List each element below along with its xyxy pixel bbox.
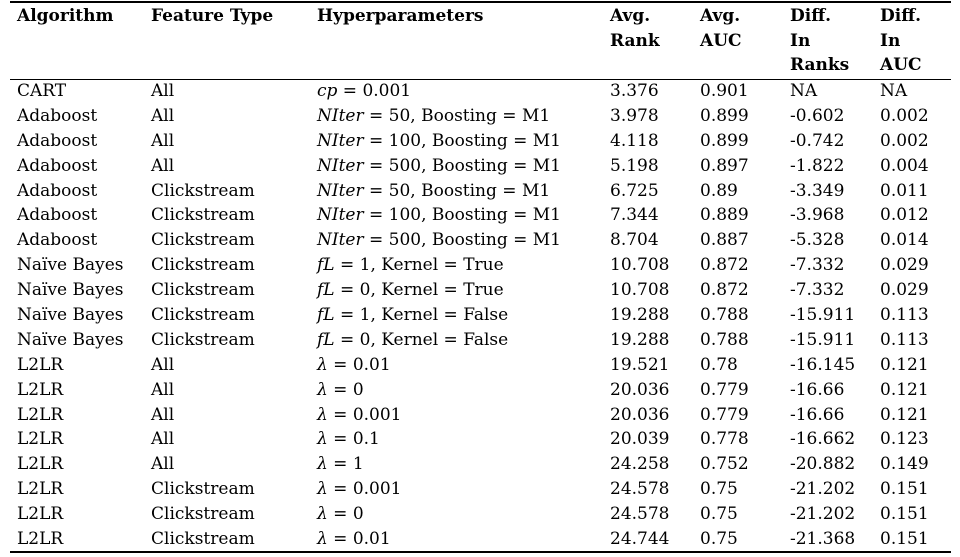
- cell-avg-rank: 5.198: [610, 155, 659, 176]
- cell-algorithm: L2LR: [17, 529, 64, 550]
- hyperparameter-variable: λ: [317, 354, 328, 375]
- hyperparameter-value: = 1: [327, 454, 364, 475]
- hyperparameter-value: = 0.001: [327, 479, 402, 500]
- cell-avg-auc: 0.899: [700, 130, 749, 151]
- table-bottom-rule: [10, 551, 951, 553]
- cell-avg-auc: 0.779: [700, 379, 749, 400]
- cell-diff-in-ranks: -7.332: [790, 255, 845, 276]
- cell-avg-rank: 24.744: [610, 529, 670, 550]
- cell-avg-rank: 8.704: [610, 230, 659, 251]
- cell-diff-in-ranks: -21.202: [790, 504, 856, 525]
- hyperparameter-value: = 0: [327, 379, 364, 400]
- table-row: [0, 203, 960, 228]
- table-row: [0, 502, 960, 527]
- cell-feature-type: All: [151, 354, 175, 375]
- hyperparameter-value: = 500, Boosting = M1: [363, 230, 561, 251]
- table-row: [0, 228, 960, 253]
- cell-hyperparameters: [317, 155, 561, 177]
- header-feature-type: Feature Type: [151, 6, 274, 26]
- cell-avg-auc: 0.901: [700, 81, 749, 101]
- cell-avg-rank: 24.258: [610, 454, 670, 475]
- cell-avg-auc: 0.75: [700, 529, 738, 550]
- hyperparameter-value: = 0, Kernel = False: [334, 329, 509, 350]
- cell-hyperparameters: [317, 204, 561, 226]
- cell-feature-type: Clickstream: [151, 329, 255, 350]
- cell-diff-in-auc: 0.029: [880, 255, 929, 276]
- table-row: [0, 427, 960, 452]
- hyperparameter-variable: NIter: [317, 205, 364, 226]
- cell-avg-rank: 4.118: [610, 130, 659, 151]
- header-hyperparameters: Hyperparameters: [317, 6, 484, 26]
- cell-avg-auc: 0.778: [700, 429, 749, 450]
- cell-feature-type: Clickstream: [151, 205, 255, 226]
- cell-feature-type: All: [151, 81, 175, 101]
- cell-diff-in-auc: 0.113: [880, 329, 929, 350]
- cell-algorithm: L2LR: [17, 504, 64, 525]
- cell-diff-in-auc: NA: [880, 81, 908, 101]
- cell-feature-type: All: [151, 454, 175, 475]
- cell-avg-auc: 0.779: [700, 404, 749, 425]
- cell-feature-type: All: [151, 105, 175, 126]
- cell-algorithm: Naïve Bayes: [17, 329, 124, 350]
- cell-diff-in-auc: 0.029: [880, 280, 929, 301]
- table-row: [0, 278, 960, 303]
- cell-hyperparameters: [317, 329, 508, 351]
- table-row: [0, 328, 960, 353]
- hyperparameter-variable: NIter: [317, 105, 364, 126]
- hyperparameter-variable: λ: [317, 479, 328, 500]
- cell-feature-type: Clickstream: [151, 280, 255, 301]
- cell-algorithm: L2LR: [17, 429, 64, 450]
- cell-avg-auc: 0.872: [700, 280, 749, 301]
- cell-avg-auc: 0.752: [700, 454, 749, 475]
- cell-diff-in-auc: 0.123: [880, 429, 929, 450]
- cell-feature-type: All: [151, 429, 175, 450]
- cell-feature-type: All: [151, 404, 175, 425]
- hyperparameter-variable: λ: [317, 379, 328, 400]
- cell-hyperparameters: [317, 404, 402, 426]
- cell-avg-auc: 0.872: [700, 255, 749, 276]
- cell-diff-in-ranks: -15.911: [790, 329, 856, 350]
- cell-avg-auc: 0.89: [700, 180, 738, 201]
- hyperparameter-value: = 0.001: [327, 404, 402, 425]
- cell-algorithm: Naïve Bayes: [17, 280, 124, 301]
- table-row: [0, 154, 960, 179]
- table-top-rule: [10, 1, 951, 3]
- cell-diff-in-ranks: -21.368: [790, 529, 856, 550]
- cell-feature-type: Clickstream: [151, 504, 255, 525]
- cell-feature-type: Clickstream: [151, 230, 255, 251]
- hyperparameter-variable: fL: [317, 255, 335, 276]
- cell-algorithm: Adaboost: [17, 130, 98, 151]
- cell-avg-rank: 3.978: [610, 105, 659, 126]
- cell-algorithm: CART: [17, 81, 67, 101]
- cell-diff-in-ranks: -3.349: [790, 180, 845, 201]
- cell-avg-auc: 0.887: [700, 230, 749, 251]
- cell-avg-rank: 20.036: [610, 404, 670, 425]
- cell-algorithm: Naïve Bayes: [17, 255, 124, 276]
- cell-hyperparameters: [317, 80, 411, 102]
- cell-avg-rank: 20.039: [610, 429, 670, 450]
- header-avg-auc: Avg. AUC: [700, 6, 742, 51]
- cell-avg-auc: 0.788: [700, 305, 749, 326]
- table-row: [0, 452, 960, 477]
- header-diff-in-auc: Diff. In AUC: [880, 6, 922, 75]
- header-avg-rank: Avg. Rank: [610, 6, 660, 51]
- hyperparameter-variable: fL: [317, 329, 335, 350]
- cell-avg-rank: 19.288: [610, 305, 670, 326]
- cell-diff-in-auc: 0.151: [880, 504, 929, 525]
- cell-diff-in-auc: 0.121: [880, 354, 929, 375]
- hyperparameter-variable: λ: [317, 429, 328, 450]
- cell-diff-in-auc: 0.121: [880, 404, 929, 425]
- cell-feature-type: Clickstream: [151, 479, 255, 500]
- hyperparameter-variable: fL: [317, 305, 335, 326]
- cell-avg-rank: 10.708: [610, 280, 670, 301]
- cell-diff-in-ranks: -20.882: [790, 454, 856, 475]
- cell-avg-auc: 0.788: [700, 329, 749, 350]
- cell-feature-type: All: [151, 155, 175, 176]
- hyperparameter-variable: NIter: [317, 180, 364, 201]
- cell-algorithm: L2LR: [17, 454, 64, 475]
- cell-feature-type: All: [151, 379, 175, 400]
- cell-algorithm: Adaboost: [17, 180, 98, 201]
- cell-avg-rank: 10.708: [610, 255, 670, 276]
- cell-avg-rank: 20.036: [610, 379, 670, 400]
- cell-feature-type: Clickstream: [151, 305, 255, 326]
- cell-diff-in-ranks: -16.66: [790, 404, 845, 425]
- cell-diff-in-ranks: -16.66: [790, 379, 845, 400]
- cell-diff-in-auc: 0.149: [880, 454, 929, 475]
- table-header: [0, 4, 960, 78]
- cell-feature-type: Clickstream: [151, 529, 255, 550]
- cell-avg-auc: 0.75: [700, 479, 738, 500]
- cell-hyperparameters: [317, 354, 391, 376]
- table-row: [0, 179, 960, 204]
- cell-avg-auc: 0.889: [700, 205, 749, 226]
- cell-diff-in-auc: 0.012: [880, 205, 929, 226]
- table-row: [0, 104, 960, 129]
- cell-diff-in-auc: 0.151: [880, 479, 929, 500]
- cell-avg-rank: 6.725: [610, 180, 659, 201]
- cell-algorithm: L2LR: [17, 354, 64, 375]
- cell-hyperparameters: [317, 304, 508, 326]
- hyperparameter-value: = 0.1: [327, 429, 380, 450]
- cell-hyperparameters: [317, 279, 504, 301]
- hyperparameter-value: = 100, Boosting = M1: [363, 205, 561, 226]
- cell-diff-in-auc: 0.002: [880, 130, 929, 151]
- cell-avg-rank: 19.288: [610, 329, 670, 350]
- cell-diff-in-auc: 0.004: [880, 155, 929, 176]
- cell-hyperparameters: [317, 503, 364, 525]
- cell-avg-rank: 24.578: [610, 504, 670, 525]
- cell-avg-rank: 24.578: [610, 479, 670, 500]
- cell-feature-type: Clickstream: [151, 255, 255, 276]
- cell-algorithm: L2LR: [17, 479, 64, 500]
- cell-avg-rank: 3.376: [610, 81, 659, 101]
- cell-algorithm: Adaboost: [17, 230, 98, 251]
- cell-algorithm: Adaboost: [17, 105, 98, 126]
- cell-diff-in-ranks: -16.145: [790, 354, 856, 375]
- cell-avg-rank: 19.521: [610, 354, 670, 375]
- hyperparameter-value: = 0: [327, 504, 364, 525]
- cell-diff-in-ranks: -7.332: [790, 280, 845, 301]
- cell-hyperparameters: [317, 453, 364, 475]
- table-body: [0, 79, 960, 552]
- hyperparameter-value: = 1, Kernel = False: [334, 305, 509, 326]
- hyperparameter-value: = 0.001: [337, 81, 412, 101]
- table-row: [0, 403, 960, 428]
- hyperparameter-value: = 0, Kernel = True: [334, 280, 504, 301]
- cell-avg-auc: 0.75: [700, 504, 738, 525]
- hyperparameter-value: = 50, Boosting = M1: [363, 180, 551, 201]
- cell-hyperparameters: [317, 130, 561, 152]
- cell-diff-in-auc: 0.002: [880, 105, 929, 126]
- cell-algorithm: L2LR: [17, 404, 64, 425]
- table-row: [0, 253, 960, 278]
- table-row: [0, 378, 960, 403]
- hyperparameter-variable: λ: [317, 454, 328, 475]
- table-row: [0, 353, 960, 378]
- cell-diff-in-ranks: -21.202: [790, 479, 856, 500]
- table-row: [0, 477, 960, 502]
- cell-hyperparameters: [317, 379, 364, 401]
- cell-avg-auc: 0.899: [700, 105, 749, 126]
- cell-diff-in-ranks: -0.742: [790, 130, 845, 151]
- hyperparameter-variable: NIter: [317, 130, 364, 151]
- hyperparameter-variable: cp: [317, 81, 338, 101]
- hyperparameter-variable: λ: [317, 529, 328, 550]
- hyperparameter-variable: NIter: [317, 230, 364, 251]
- cell-avg-auc: 0.78: [700, 354, 738, 375]
- hyperparameter-value: = 0.01: [327, 529, 391, 550]
- hyperparameter-variable: λ: [317, 404, 328, 425]
- cell-algorithm: Adaboost: [17, 205, 98, 226]
- hyperparameter-variable: λ: [317, 504, 328, 525]
- table-row: [0, 303, 960, 328]
- hyperparameter-variable: NIter: [317, 155, 364, 176]
- cell-hyperparameters: [317, 478, 402, 500]
- cell-algorithm: L2LR: [17, 379, 64, 400]
- cell-hyperparameters: [317, 254, 504, 276]
- hyperparameter-value: = 100, Boosting = M1: [363, 130, 561, 151]
- cell-avg-auc: 0.897: [700, 155, 749, 176]
- hyperparameter-value: = 500, Boosting = M1: [363, 155, 561, 176]
- header-algorithm: Algorithm: [17, 6, 114, 26]
- cell-diff-in-ranks: NA: [790, 81, 818, 101]
- cell-algorithm: Adaboost: [17, 155, 98, 176]
- cell-hyperparameters: [317, 105, 550, 127]
- cell-diff-in-ranks: -1.822: [790, 155, 845, 176]
- hyperparameter-value: = 50, Boosting = M1: [363, 105, 551, 126]
- cell-feature-type: Clickstream: [151, 180, 255, 201]
- cell-hyperparameters: [317, 528, 391, 550]
- cell-diff-in-auc: 0.151: [880, 529, 929, 550]
- cell-hyperparameters: [317, 229, 561, 251]
- cell-hyperparameters: [317, 180, 550, 202]
- cell-feature-type: All: [151, 130, 175, 151]
- table-row: [0, 79, 960, 104]
- cell-diff-in-ranks: -0.602: [790, 105, 845, 126]
- cell-diff-in-ranks: -3.968: [790, 205, 845, 226]
- cell-diff-in-ranks: -15.911: [790, 305, 856, 326]
- table-row: [0, 129, 960, 154]
- cell-algorithm: Naïve Bayes: [17, 305, 124, 326]
- hyperparameter-value: = 0.01: [327, 354, 391, 375]
- cell-diff-in-ranks: -5.328: [790, 230, 845, 251]
- cell-diff-in-ranks: -16.662: [790, 429, 856, 450]
- cell-diff-in-auc: 0.121: [880, 379, 929, 400]
- table-row: [0, 527, 960, 552]
- cell-diff-in-auc: 0.113: [880, 305, 929, 326]
- hyperparameter-variable: fL: [317, 280, 335, 301]
- cell-diff-in-auc: 0.014: [880, 230, 929, 251]
- hyperparameter-value: = 1, Kernel = True: [334, 255, 504, 276]
- cell-hyperparameters: [317, 428, 380, 450]
- cell-avg-rank: 7.344: [610, 205, 659, 226]
- header-diff-in-ranks: Diff. In Ranks: [790, 6, 850, 75]
- cell-diff-in-auc: 0.011: [880, 180, 929, 201]
